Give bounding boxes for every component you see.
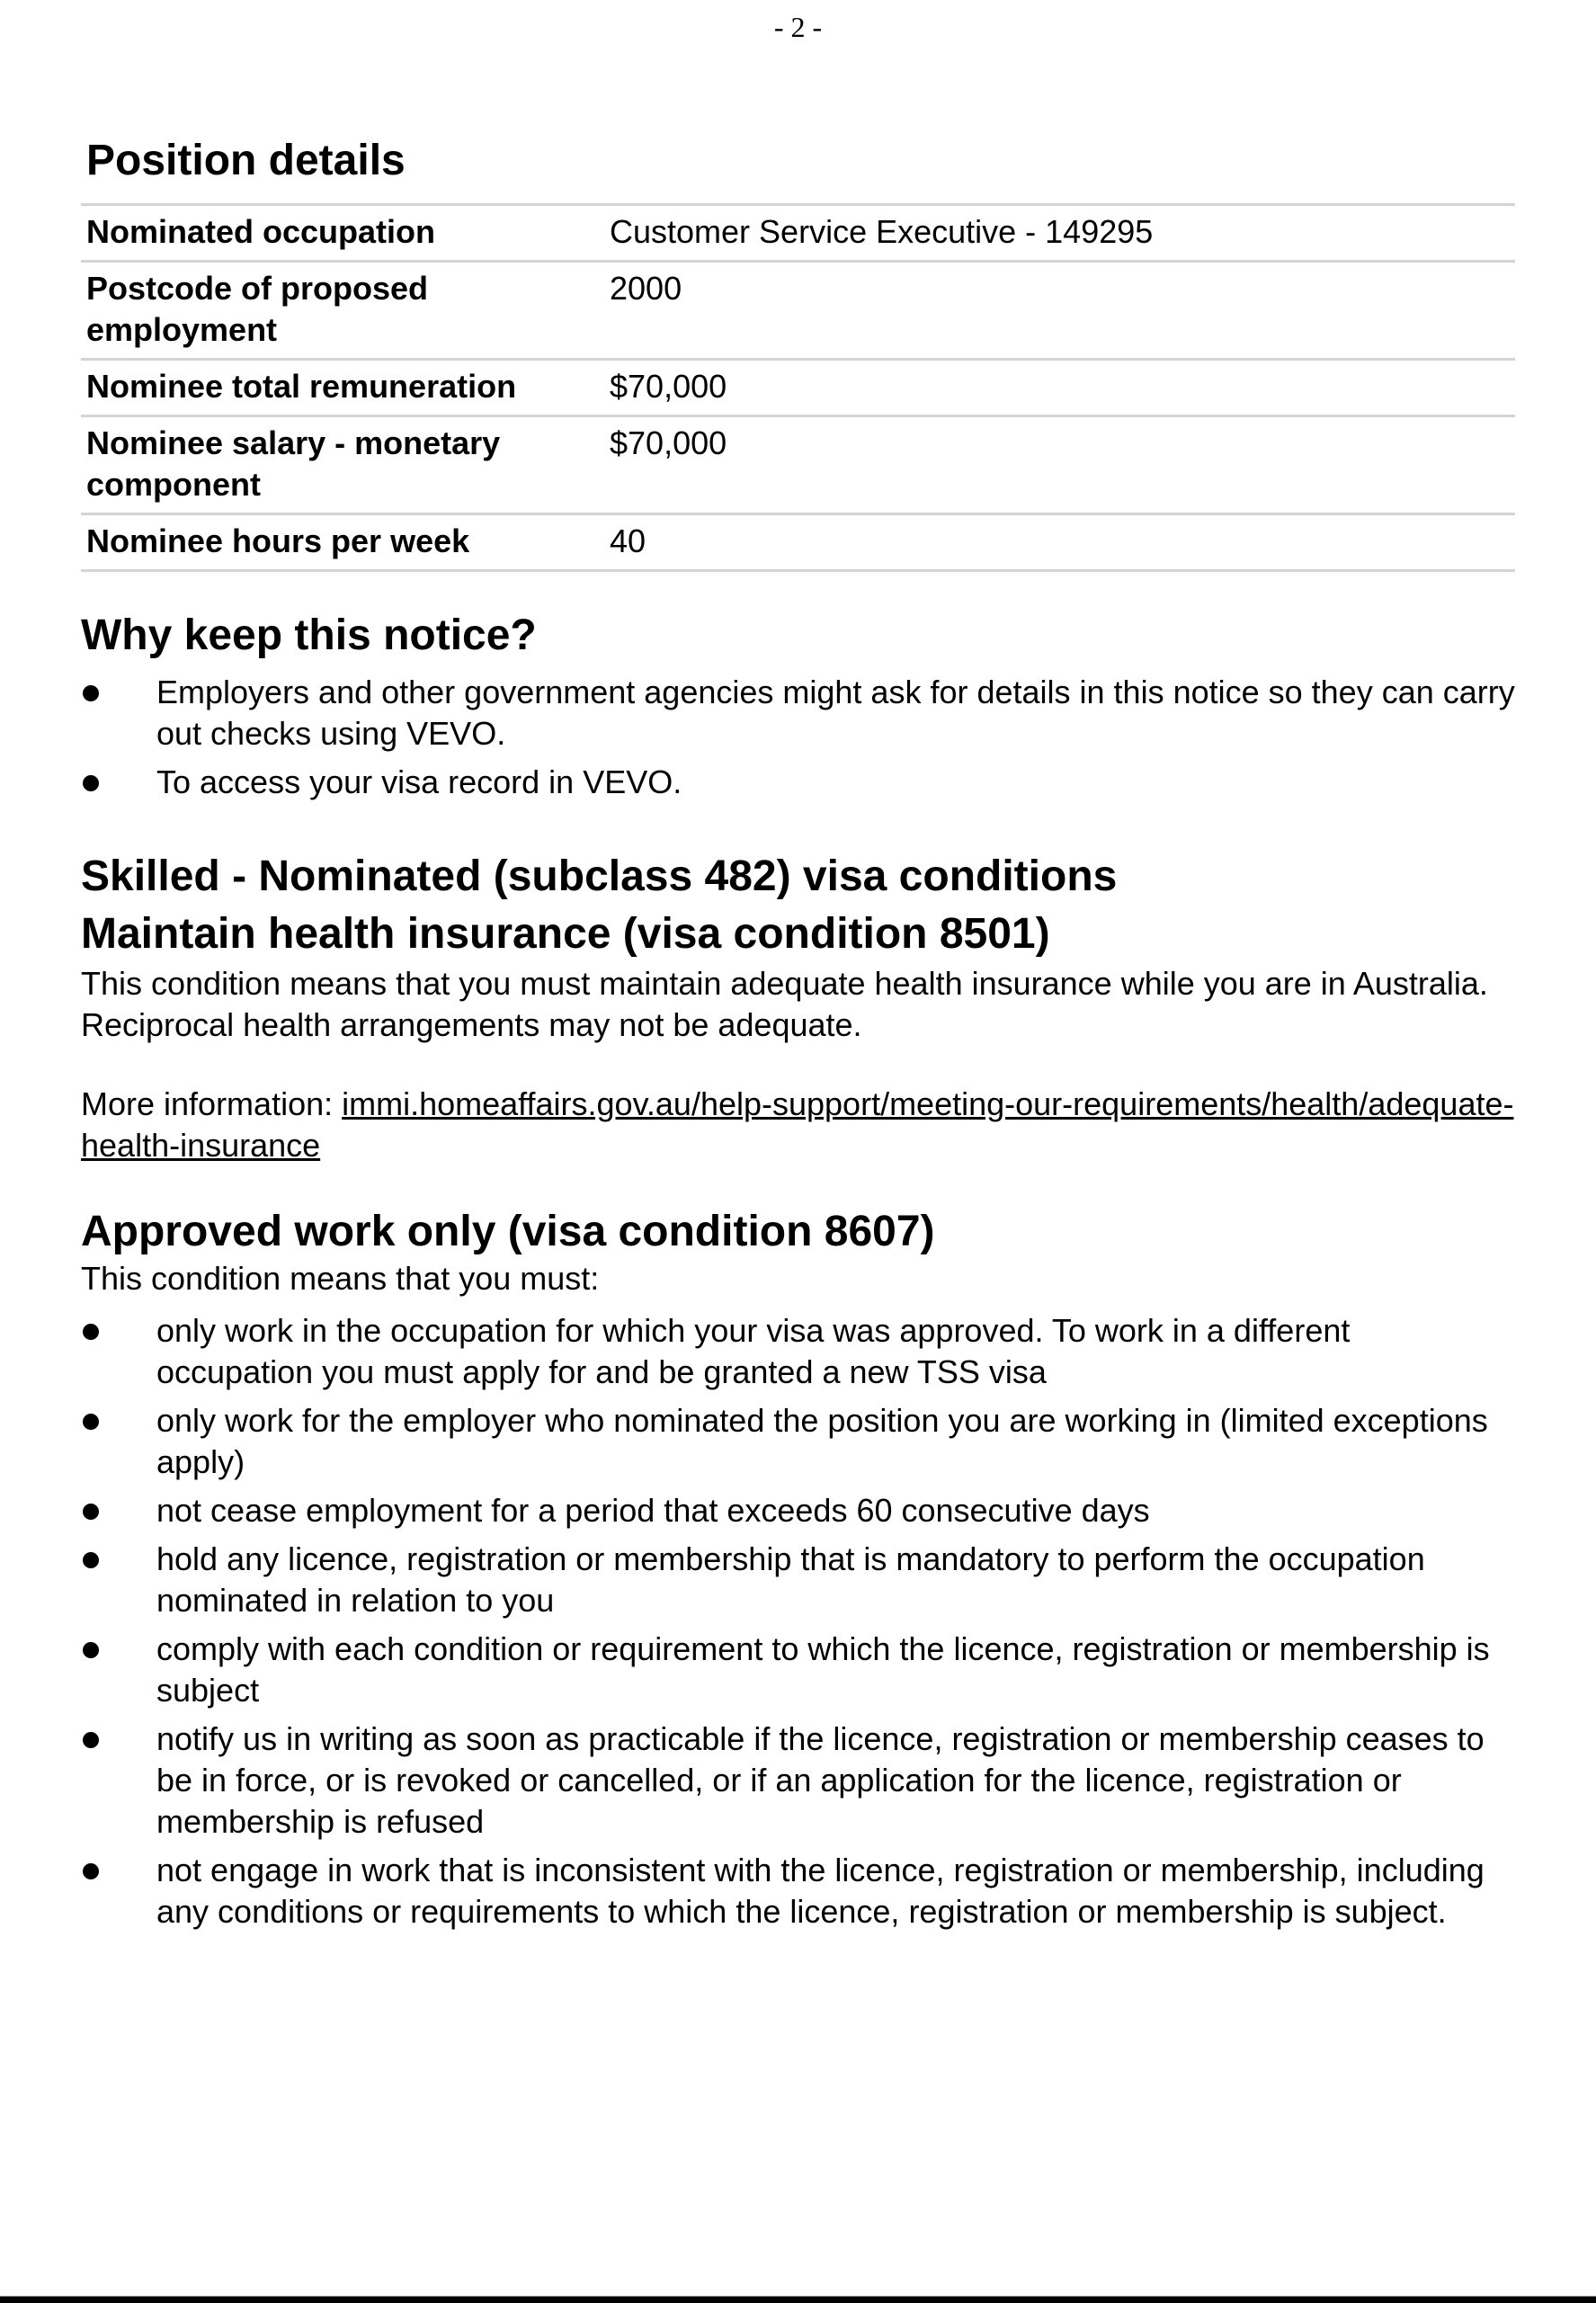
list-item: only work for the employer who nominated the position you are working in (limited exceptions apply) — [81, 1400, 1515, 1483]
health-insurance-heading: Maintain health insurance (visa condition 8501) — [81, 910, 1050, 959]
bullet-icon — [83, 1414, 99, 1430]
more-information: More information: immi.homeaffairs.gov.au/help-support/meeting-our-requirements/health/adequate-health-insurance — [81, 1085, 1514, 1165]
list-item: not engage in work that is inconsistent with the licence, registration or membership, including any conditions or requirements to which the licence, registration or membership is subject. — [81, 1850, 1515, 1933]
bullet-icon — [83, 1642, 99, 1658]
bullet-icon — [83, 775, 99, 791]
bullet-icon — [83, 1552, 99, 1568]
list-item: hold any licence, registration or membership that is mandatory to perform the occupation nominated in relation to you — [81, 1539, 1515, 1621]
table-row — [81, 359, 1515, 415]
table-row — [81, 415, 1515, 513]
row-value: 40 — [604, 513, 1515, 570]
bullet-icon — [83, 1324, 99, 1340]
health-insurance-body: This condition means that you must maintain adequate health insurance while you are in Australia. Reciprocal health arrangements may not be adequate. — [81, 965, 1488, 1044]
row-value: 2000 — [604, 261, 1515, 359]
position-details-heading: Position details — [86, 137, 406, 184]
table-row — [81, 261, 1515, 359]
visa-conditions-heading: Skilled - Nominated (subclass 482) visa conditions Maintain health insurance (visa condition 8501) — [81, 852, 1118, 959]
row-label: Postcode of proposed employment — [81, 261, 604, 359]
bullet-icon — [83, 1732, 99, 1748]
why-keep-heading: Why keep this notice? — [81, 611, 537, 659]
bullet-icon — [83, 1863, 99, 1879]
health-insurance-link[interactable]: immi.homeaffairs.gov.au/help-support/meeting-our-requirements/health/adequate-health-insurance — [81, 1085, 1514, 1165]
bullet-icon — [83, 685, 99, 701]
row-value: $70,000 — [604, 415, 1515, 513]
list-item: notify us in writing as soon as practicable if the licence, registration or membership ceases to be in force, or is revoked or cancelled, or if an application for the licence, registration or membership is refused — [81, 1718, 1515, 1843]
table-row — [81, 513, 1515, 570]
list-item: comply with each condition or requirement to which the licence, registration or membership is subject — [81, 1629, 1515, 1711]
list-item: not cease employment for a period that exceeds 60 consecutive days — [81, 1490, 1515, 1531]
position-details-table — [81, 203, 1515, 572]
row-label: Nominated occupation — [81, 204, 604, 261]
approved-work-list — [81, 1310, 1515, 1933]
table-row — [81, 204, 1515, 261]
row-label: Nominee salary - monetary component — [81, 415, 604, 513]
approved-work-intro: This condition means that you must: — [81, 1259, 600, 1297]
list-item: only work in the occupation for which your visa was approved. To work in a different occupation you must apply for and be granted a new TSS visa — [81, 1310, 1515, 1393]
why-keep-list — [81, 672, 1515, 803]
document-body — [81, 135, 1515, 1940]
approved-work-heading: Approved work only (visa condition 8607) — [81, 1208, 935, 1256]
bullet-icon — [83, 1504, 99, 1520]
row-label: Nominee total remuneration — [81, 359, 604, 415]
row-label: Nominee hours per week — [81, 513, 604, 570]
row-value: $70,000 — [604, 359, 1515, 415]
list-item: Employers and other government agencies might ask for details in this notice so they can carry out checks using VEVO. — [81, 672, 1515, 754]
page-number: - 2 - — [773, 11, 823, 43]
list-item: To access your visa record in VEVO. — [81, 762, 1515, 803]
row-value: Customer Service Executive - 149295 — [604, 204, 1515, 261]
